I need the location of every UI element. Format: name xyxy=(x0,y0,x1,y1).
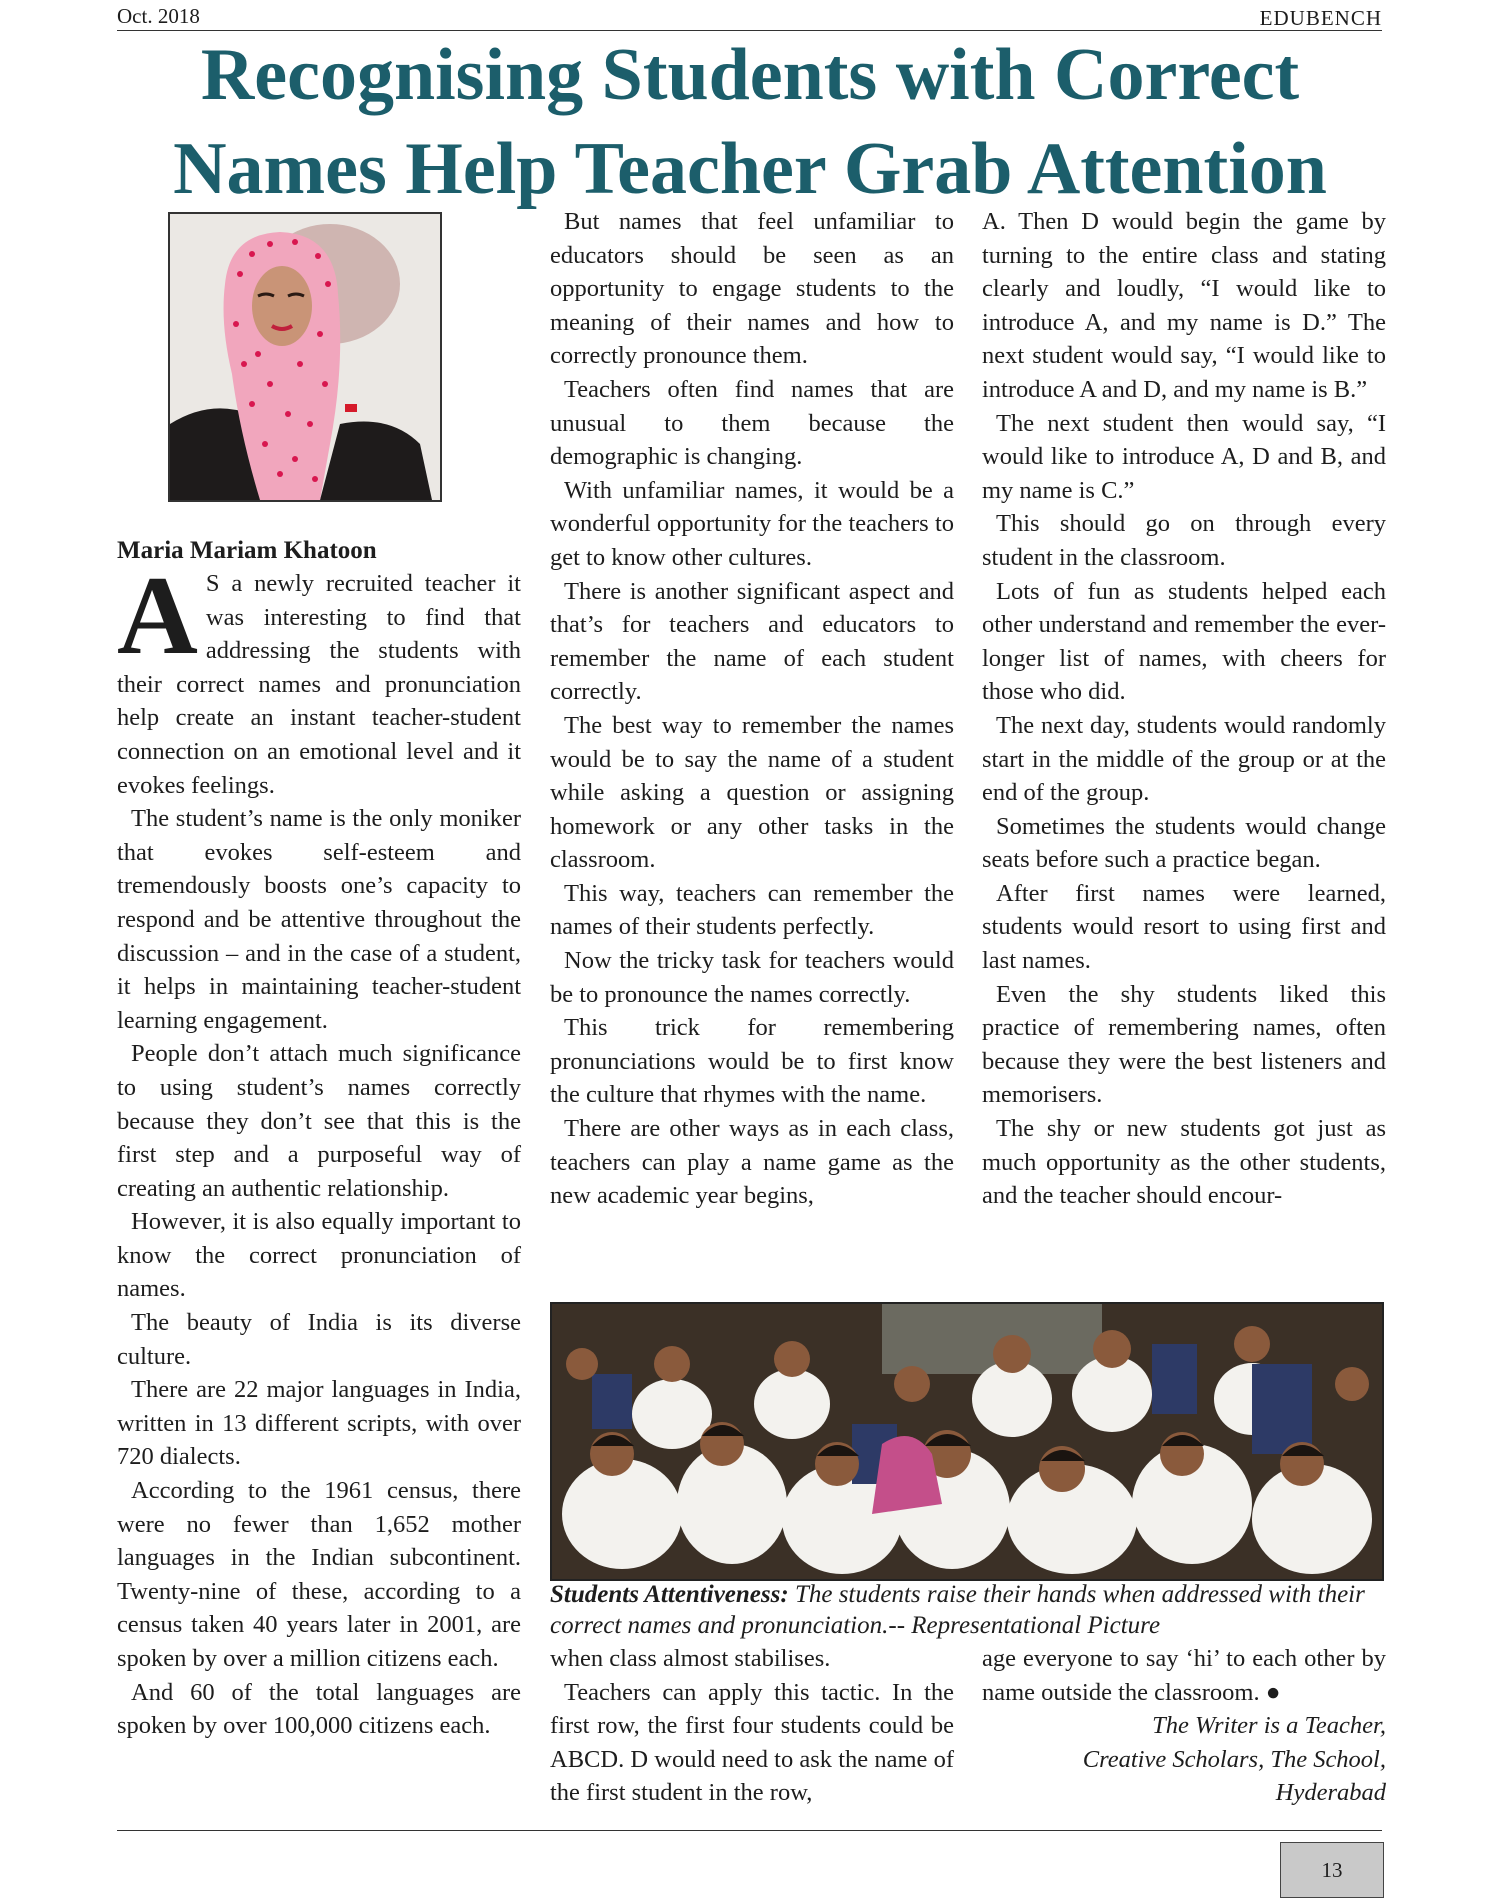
photo-caption xyxy=(550,1579,1382,1641)
writer-credit-line: Creative Scholars, The School, xyxy=(1082,1745,1386,1773)
paragraph: Even the shy students liked this practice of remembering names, often because they were the best listeners and memorisers. xyxy=(982,980,1386,1109)
paragraph: The student’s name is the only moniker that evokes self-esteem and tremendously boosts one’s capacity to respond and be attentive throughout the discussion – and in the case of a student, it helps in maintaining teacher-student learning engagement. xyxy=(117,805,521,1034)
students-group-illustration xyxy=(552,1304,1382,1579)
paragraph: The beauty of India is its diverse culture. xyxy=(117,1309,521,1370)
paragraph: The next day, students would randomly start in the middle of the group or at the end of the group. xyxy=(982,711,1386,807)
paragraph: The shy or new students got just as much opportunity as the other students, and the teacher should encour- xyxy=(982,1115,1386,1210)
paragraph-continuation: age everyone to say ‘hi’ to each other by name outside the classroom. ● xyxy=(982,1645,1386,1706)
paragraph: And 60 of the total languages are spoken by over 100,000 citizens each. xyxy=(117,1678,521,1740)
bottom-divider xyxy=(117,1830,1382,1831)
paragraph: Teachers often find names that are unusual to them because the demographic is changing. xyxy=(550,375,954,471)
paragraph-continuation: when class almost stabilises. xyxy=(550,1645,831,1672)
paragraph: Sometimes the students would change seats before such a practice began. xyxy=(982,812,1386,874)
article-column-2 xyxy=(550,205,954,1213)
paragraph: People don’t attach much significance to using student’s names correctly because they don’t see that this is the first step and a purposeful way of creating an authentic relationship. xyxy=(117,1040,521,1202)
paragraph: The best way to remember the names would be to say the name of a student while asking a question or assigning homework or any other tasks in the classroom. xyxy=(550,711,954,874)
paragraph: The next student then would say, “I would like to introduce A, D and B, and my name is C.” xyxy=(982,409,1386,504)
lead-paragraph-text: S a newly recruited teacher it was interesting to find that addressing the students with their correct names and pronunciation help create an instant teacher-student connection on an emotional level and it evokes feelings. xyxy=(117,570,521,799)
paragraph: But names that feel unfamiliar to educators should be seen as an opportunity to engage students to the meaning of their names and how to correctly pronounce them. xyxy=(550,208,954,370)
paragraph: There are 22 major languages in India, written in 13 different scripts, with over 720 dialects. xyxy=(117,1376,521,1471)
author-portrait-illustration xyxy=(170,214,440,500)
writer-credit-line: Hyderabad xyxy=(1275,1779,1386,1807)
paragraph-continuation: A. Then D would begin the game by turning to the entire class and stating clearly and loudly, “I would like to introduce A, and my name is D.” The next student would say, “I would like to introduce A and D, and my name is B.” xyxy=(982,208,1386,403)
lead-paragraph xyxy=(117,554,521,802)
paragraph: There are other ways as in each class, teachers can play a name game as the new academic year begins, xyxy=(550,1115,954,1210)
paragraph: With unfamiliar names, it would be a wonderful opportunity for the teachers to get to know other cultures. xyxy=(550,476,954,571)
article-title: Recognising Students with Correct Names Help Teacher Grab Attention xyxy=(173,34,1327,210)
article-column-2-lower xyxy=(550,1642,954,1810)
paragraph: There is another significant aspect and that’s for teachers and educators to remember the name of each student correctly. xyxy=(550,577,954,706)
classroom-photo xyxy=(550,1302,1384,1581)
paragraph: This way, teachers can remember the names of their students perfectly. xyxy=(550,879,954,941)
publication-name: EDUBENCH xyxy=(1259,6,1382,30)
issue-date: Oct. 2018 xyxy=(117,4,200,28)
paragraph: Lots of fun as students helped each other understand and remember the ever-longer list of names, with cheers for those who did. xyxy=(982,577,1386,706)
paragraph: Teachers can apply this tactic. In the first row, the first four students could be ABCD. D would need to ask the name of the first student in the row, xyxy=(550,1678,954,1807)
paragraph: This should go on through every student in the classroom. xyxy=(982,510,1386,571)
paragraph: Now the tricky task for teachers would be to pronounce the names correctly. xyxy=(550,947,954,1008)
drop-cap: A xyxy=(117,554,198,678)
article-column-3-lower xyxy=(982,1642,1386,1810)
writer-credit-line: The Writer is a Teacher, xyxy=(1152,1712,1386,1740)
article-column-3 xyxy=(982,205,1386,1213)
page-number: 13 xyxy=(1280,1842,1384,1898)
article-column-1 xyxy=(117,534,521,1743)
paragraph: According to the 1961 census, there were no fewer than 1,652 mother languages in the Indian subcontinent. Twenty-nine of these, according to a census taken 40 years later in 2001, are spoken by over a million citizens each. xyxy=(117,1477,521,1672)
paragraph: After first names were learned, students would resort to using first and last names. xyxy=(982,879,1386,975)
caption-text: The students raise their hands when addressed with their correct names and pronunciation.-- Representational Picture xyxy=(550,1581,1365,1639)
paragraph: This trick for remembering pronunciations would be to first know the culture that rhymes with the name. xyxy=(550,1014,954,1109)
paragraph: However, it is also equally important to know the correct pronunciation of names. xyxy=(117,1208,521,1303)
caption-lead: Students Attentiveness: xyxy=(550,1581,789,1608)
author-byline: Maria Mariam Khatoon xyxy=(117,537,377,564)
author-photo xyxy=(168,212,442,502)
